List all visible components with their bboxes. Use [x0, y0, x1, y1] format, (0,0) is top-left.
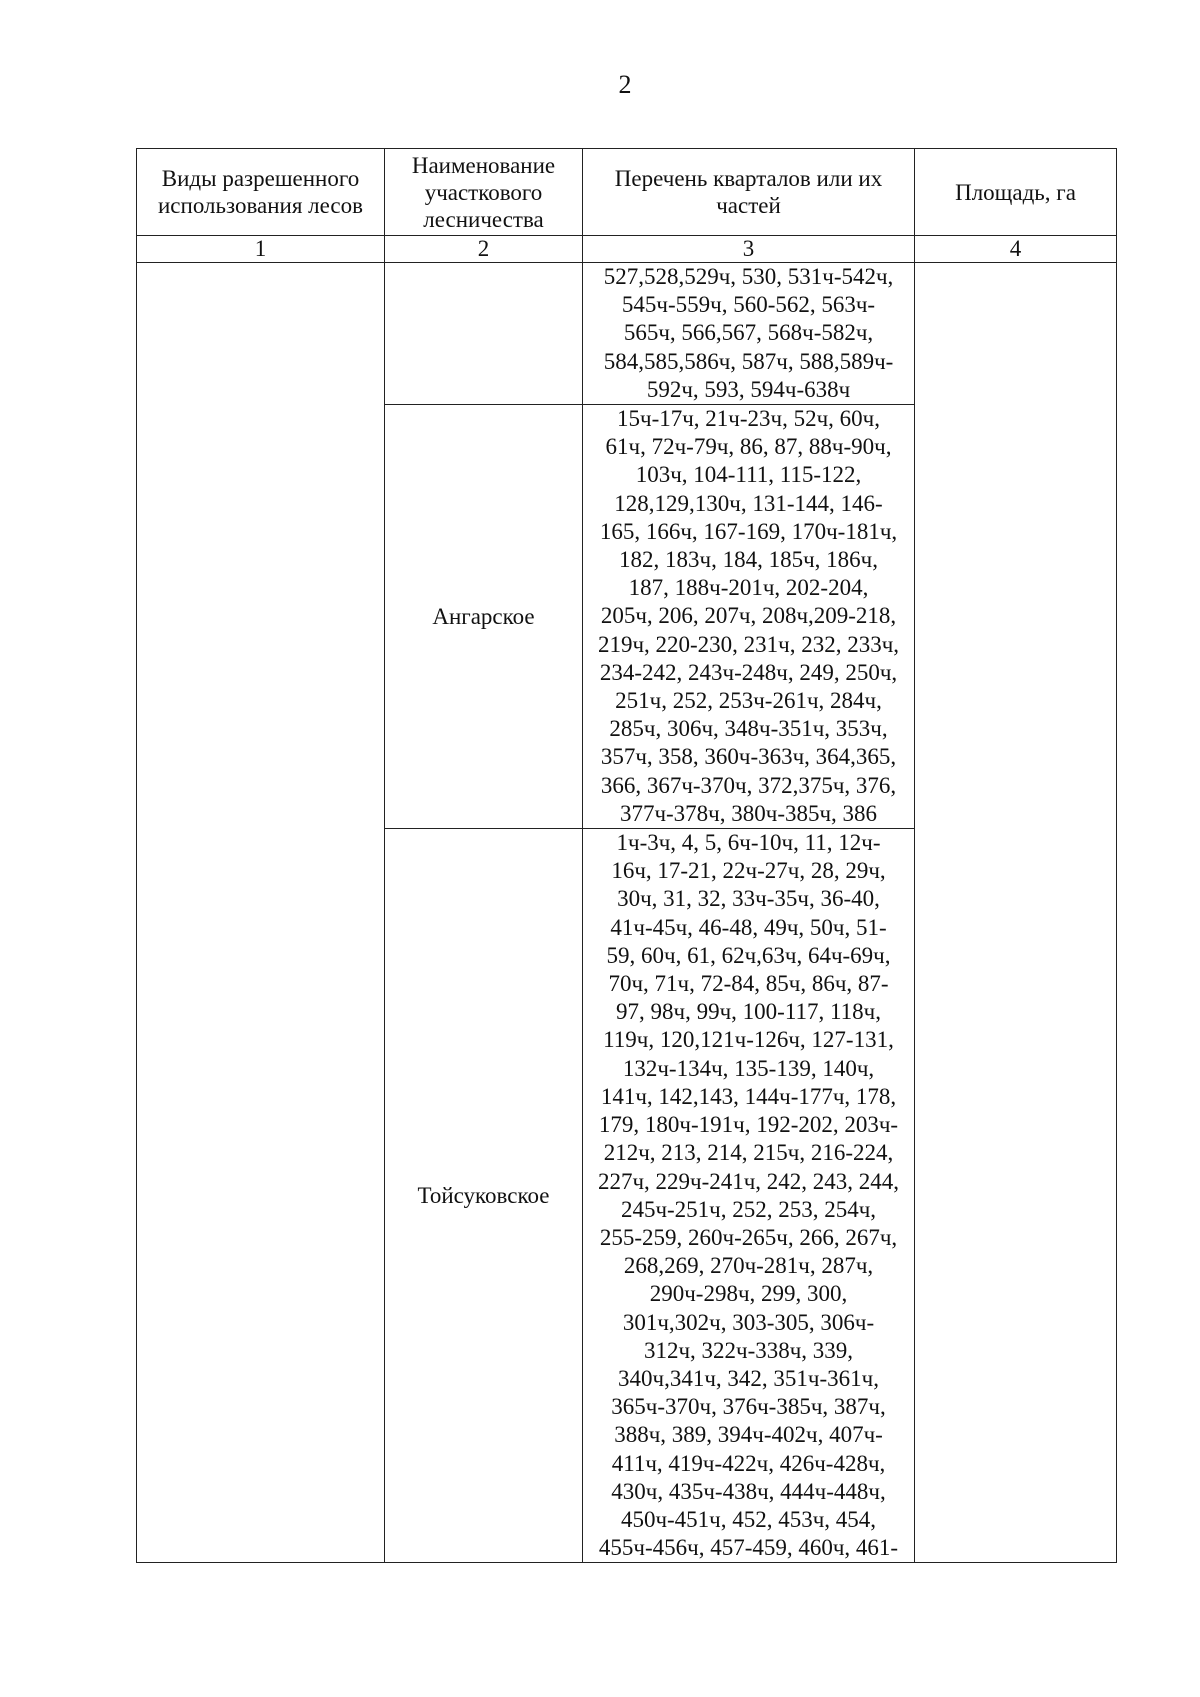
quarters-line: 59, 60ч, 61, 62ч,63ч, 64ч-69ч, [606, 942, 891, 968]
quarters-line: 234-242, 243ч-248ч, 249, 250ч, [599, 659, 898, 685]
quarters-line: 15ч-17ч, 21ч-23ч, 52ч, 60ч, [617, 406, 880, 432]
quarters-line: 450ч-451ч, 452, 453ч, 454, [620, 1506, 877, 1532]
forestry-name-cell: Тойсуковское [385, 829, 583, 1563]
quarters-line: 165, 166ч, 167-169, 170ч-181ч, [599, 518, 898, 544]
quarters-cell [583, 829, 915, 1563]
quarters-line: 41ч-45ч, 46-48, 49ч, 50ч, 51- [610, 914, 887, 940]
table-header-row [137, 149, 1117, 236]
quarters-line: 128,129,130ч, 131-144, 146- [614, 490, 883, 516]
quarters-line: 584,585,586ч, 587ч, 588,589ч- [603, 348, 894, 374]
quarters-line: 219ч, 220-230, 231ч, 232, 233ч, [597, 631, 900, 657]
quarters-line: 366, 367ч-370ч, 372,375ч, 376, [600, 772, 897, 798]
quarters-line: 388ч, 389, 394ч-402ч, 407ч- [614, 1422, 883, 1448]
quarters-line: 285ч, 306ч, 348ч-351ч, 353ч, [609, 716, 888, 742]
quarters-line: 312ч, 322ч-338ч, 339, [643, 1337, 854, 1363]
quarters-line: 61ч, 72ч-79ч, 86, 87, 88ч-90ч, [605, 434, 892, 460]
quarters-line: 187, 188ч-201ч, 202-204, [628, 575, 869, 601]
area-cell [915, 263, 1117, 1563]
quarters-line: 205ч, 206, 207ч, 208ч,209-218, [600, 603, 897, 629]
quarters-line: 16ч, 17-21, 22ч-27ч, 28, 29ч, [611, 858, 886, 884]
quarters-line: 119ч, 120,121ч-126ч, 127-131, [603, 1027, 894, 1053]
quarters-line: 430ч, 435ч-438ч, 444ч-448ч, [611, 1478, 886, 1504]
quarters-line: 1ч-3ч, 4, 5, 6ч-10ч, 11, 12ч- [616, 830, 881, 856]
quarters-line: 377ч-378ч, 380ч-385ч, 386 [619, 800, 878, 826]
quarters-line: 290ч-298ч, 299, 300, [649, 1281, 848, 1307]
quarters-line: 97, 98ч, 99ч, 100-117, 118ч, [616, 999, 881, 1025]
forest-quarters-table [136, 148, 1117, 1563]
header-usage-types: Виды разрешенного использования лесов [137, 149, 385, 236]
quarters-line: 212ч, 213, 214, 215ч, 216-224, [603, 1140, 894, 1166]
column-number: 1 [137, 236, 385, 263]
quarters-line: 340ч,341ч, 342, 351ч-361ч, [618, 1365, 879, 1391]
quarters-line: 141ч, 142,143, 144ч-177ч, 178, [600, 1083, 897, 1109]
quarters-line: 70ч, 71ч, 72-84, 85ч, 86ч, 87- [608, 971, 889, 997]
quarters-line: 527,528,529ч, 530, 531ч-542ч, [603, 264, 894, 289]
quarters-line: 365ч-370ч, 376ч-385ч, 387ч, [611, 1394, 886, 1420]
quarters-line: 255-259, 260ч-265ч, 266, 267ч, [599, 1224, 898, 1250]
quarters-line: 357ч, 358, 360ч-363ч, 364,365, [600, 744, 897, 770]
column-numbers-row [137, 236, 1117, 263]
quarters-line: 455ч-456ч, 457-459, 460ч, 461- [598, 1535, 899, 1561]
column-number: 4 [915, 236, 1117, 263]
quarters-cell [583, 405, 915, 829]
quarters-line: 132ч-134ч, 135-139, 140ч, [622, 1055, 875, 1081]
forestry-name-cell [385, 263, 583, 405]
quarters-line: 592ч, 593, 594ч-638ч [646, 376, 851, 402]
forestry-name-cell: Ангарское [385, 405, 583, 829]
quarters-line: 245ч-251ч, 252, 253, 254ч, [620, 1196, 877, 1222]
header-area: Площадь, га [915, 149, 1117, 236]
quarters-cell [583, 263, 915, 405]
quarters-line: 182, 183ч, 184, 185ч, 186ч, [619, 547, 878, 573]
quarters-line: 179, 180ч-191ч, 192-202, 203ч- [598, 1112, 899, 1138]
header-forestry-name: Наименование участкового лесничества [385, 149, 583, 236]
quarters-line: 227ч, 229ч-241ч, 242, 243, 244, [597, 1168, 900, 1194]
quarters-line: 251ч, 252, 253ч-261ч, 284ч, [615, 688, 882, 714]
quarters-line: 268,269, 270ч-281ч, 287ч, [623, 1253, 874, 1279]
quarters-line: 565ч, 566,567, 568ч-582ч, [623, 320, 874, 346]
column-number: 3 [583, 236, 915, 263]
usage-type-cell [137, 263, 385, 1563]
header-quarters-list: Перечень кварталов или их частей [583, 149, 915, 236]
table-row [137, 263, 1117, 405]
page-number: 2 [618, 70, 632, 99]
quarters-line: 30ч, 31, 32, 33ч-35ч, 36-40, [617, 886, 880, 912]
quarters-line: 411ч, 419ч-422ч, 426ч-428ч, [611, 1450, 886, 1476]
column-number: 2 [385, 236, 583, 263]
quarters-line: 103ч, 104-111, 115-122, [635, 462, 862, 488]
quarters-line: 301ч,302ч, 303-305, 306ч- [622, 1309, 875, 1335]
quarters-line: 545ч-559ч, 560-562, 563ч- [621, 292, 876, 318]
